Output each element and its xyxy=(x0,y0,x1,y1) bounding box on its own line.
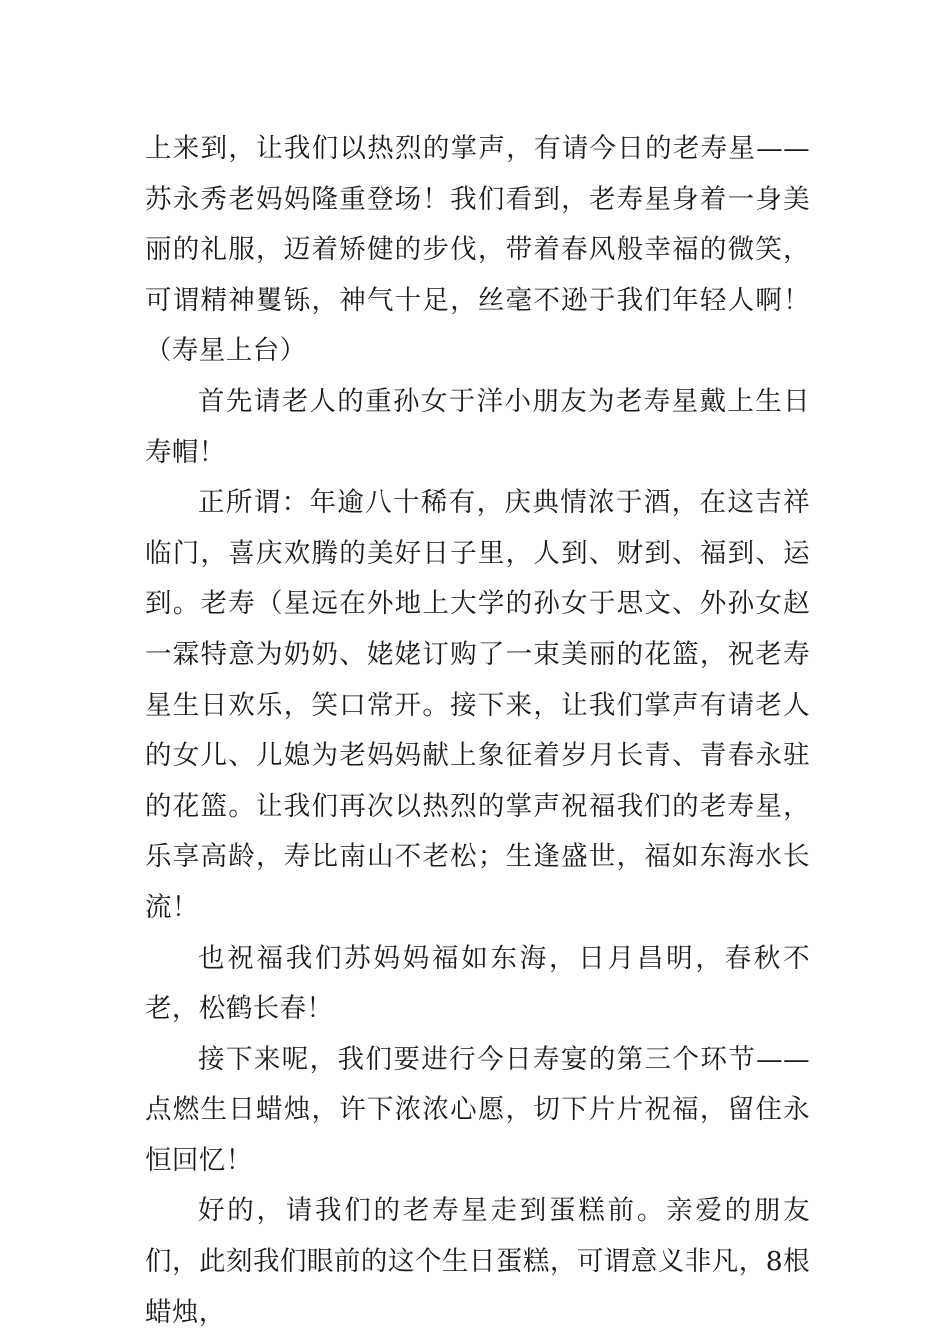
paragraph-4: 也祝福我们苏妈妈福如东海，日月昌明，春秋不老，松鹤长春！ xyxy=(145,942,810,1025)
paragraph-1: 上来到，让我们以热烈的掌声，有请今日的老寿星——苏永秀老妈妈隆重登场！我们看到，老寿星身着一身美丽的礼服，迈着矫健的步伐，带着春风般幸福的微笑，可谓精神矍铄，神气十足，丝毫不逊于我们年轻人啊！（寿星上台） xyxy=(145,133,810,367)
paragraph-5: 接下来呢，我们要进行今日寿宴的第三个环节——点燃生日蜡烛，许下浓浓心愿，切下片片祝福，留住永恒回忆！ xyxy=(145,1043,810,1176)
paragraph-2: 首先请老人的重孙女于洋小朋友为老寿星戴上生日寿帽！ xyxy=(145,385,810,468)
paragraph-3: 正所谓：年逾八十稀有，庆典情浓于酒，在这吉祥临门，喜庆欢腾的美好日子里，人到、财到、福到、运到。老寿（星远在外地上大学的孙女于思文、外孙女赵一霖特意为奶奶、姥姥订购了一束美丽的花篮，祝老寿星生日欢乐，笑口常开。接下来，让我们掌声有请老人的女儿、儿媳为老妈妈献上象征着岁月长青、青春永驻的花篮。让我们再次以热烈的掌声祝福我们的老寿星，乐享高龄，寿比南山不老松；生逢盛世，福如东海水长流！ xyxy=(145,487,810,923)
document-body xyxy=(145,124,810,1338)
paragraph-6: 好的，请我们的老寿星走到蛋糕前。亲爱的朋友们，此刻我们眼前的这个生日蛋糕，可谓意义非凡，8根蜡烛， xyxy=(145,1195,810,1328)
